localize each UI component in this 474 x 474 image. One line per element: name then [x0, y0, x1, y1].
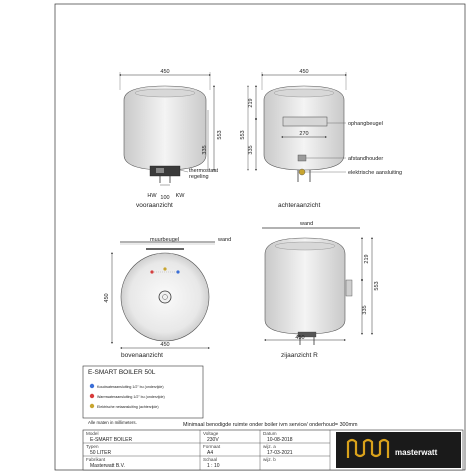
thermostat-label: thermostaat regeling: [189, 168, 219, 180]
electric-connection: [299, 169, 305, 175]
top-view-title: bovenaanzicht: [121, 352, 163, 359]
front-width-dim: 450: [160, 69, 170, 75]
tb-typen-header: Typen: [86, 444, 99, 449]
wand-side-label: wand: [300, 221, 314, 227]
tb-formaat-header: Formaat: [203, 444, 221, 449]
note-right: Minimaal benodigde ruimte onder boiler ivm service/ onderhoud= 300mm: [183, 422, 358, 428]
tb-wijz1-header: wijz. a: [263, 444, 276, 449]
back-bracket-dim: 270: [299, 131, 309, 137]
front-small-dim: 100: [160, 195, 170, 201]
front-control-box: [150, 166, 180, 176]
note-left: Alle maten in millimeters.: [88, 420, 137, 425]
legend-dot-hot: [90, 394, 94, 398]
front-tank-top: [135, 89, 195, 97]
tb-typen: 50 LITER: [90, 450, 112, 456]
legend-item-elec: Elektrische netaansluiting (achterzijde): [97, 405, 159, 409]
tb-voltage: 230V: [207, 437, 219, 443]
title-block: [83, 430, 463, 470]
side-view: [262, 221, 380, 359]
logo-text: masterwatt: [395, 448, 438, 457]
tb-fabrikant: Masterwatt B.V.: [90, 463, 125, 469]
tb-model: E-SMART BOILER: [90, 437, 133, 443]
tb-datum-header: Datum: [263, 431, 277, 436]
tb-fabrikant-header: Fabrikant: [86, 457, 106, 462]
tb-formaat: A4: [207, 450, 214, 456]
tb-wijz2-header: wijz. b: [263, 457, 276, 462]
tb-wijz1: 17-03-2021: [267, 450, 293, 456]
legend-dot-cold: [90, 384, 94, 388]
back-h1-dim: 219: [248, 98, 254, 108]
back-view: [240, 69, 402, 209]
back-width-dim: 450: [299, 69, 309, 75]
kw-label: KW: [175, 193, 185, 199]
side-view-title: zijaanzicht R: [281, 352, 318, 359]
tb-schaal-header: Schaal: [203, 457, 218, 462]
front-tank: [124, 86, 206, 170]
front-view: [120, 69, 223, 209]
top-depth-dim: 450: [104, 293, 110, 303]
legend-item-cold: Koudwateraansluiting 1/2" bu (onderzijde): [97, 385, 164, 389]
hanging-bracket: [283, 117, 327, 126]
front-h1-dim: 553: [217, 130, 223, 140]
hw-label: HW: [147, 193, 157, 199]
legend-item-hot: Warmwateraansluiting 1/2" bu (onderzijde): [97, 395, 165, 399]
elektrische-label: elektrische aansluiting: [348, 170, 403, 176]
top-width-dim: 450: [160, 342, 170, 348]
muurbeugel-label: muurbeugel: [150, 237, 180, 243]
back-h2-dim: 553: [240, 130, 246, 140]
spacer: [298, 155, 306, 161]
tb-datum: 10-08-2018: [267, 437, 293, 443]
legend-dot-elec: [90, 404, 94, 408]
front-h2-dim: 335: [202, 145, 208, 155]
top-view: [104, 237, 231, 359]
wand-top-label: wand: [218, 237, 232, 243]
side-h3-dim: 335: [362, 305, 368, 315]
side-depth-dim: 450: [295, 335, 305, 341]
side-bracket: [346, 280, 352, 296]
ophangbeugel-label: ophangbeugel: [348, 121, 383, 127]
legend-title: E-SMART BOILER 50L: [88, 369, 156, 376]
top-elec-dot: [163, 267, 166, 270]
tb-model-header: Model: [86, 431, 99, 436]
legend-box: [83, 366, 203, 418]
front-view-title: vooraanzicht: [136, 202, 173, 209]
side-tank: [265, 238, 345, 334]
tb-voltage-header: Voltage: [203, 431, 219, 436]
back-view-title: achteraanzicht: [278, 202, 321, 209]
side-h2-dim: 553: [374, 281, 380, 291]
back-h3-dim: 335: [248, 145, 254, 155]
top-center-cap: [159, 291, 171, 303]
tb-schaal: 1 : 10: [207, 463, 220, 469]
side-h1-dim: 219: [364, 254, 370, 264]
afstandhouder-label: afstandhouder: [348, 156, 384, 162]
